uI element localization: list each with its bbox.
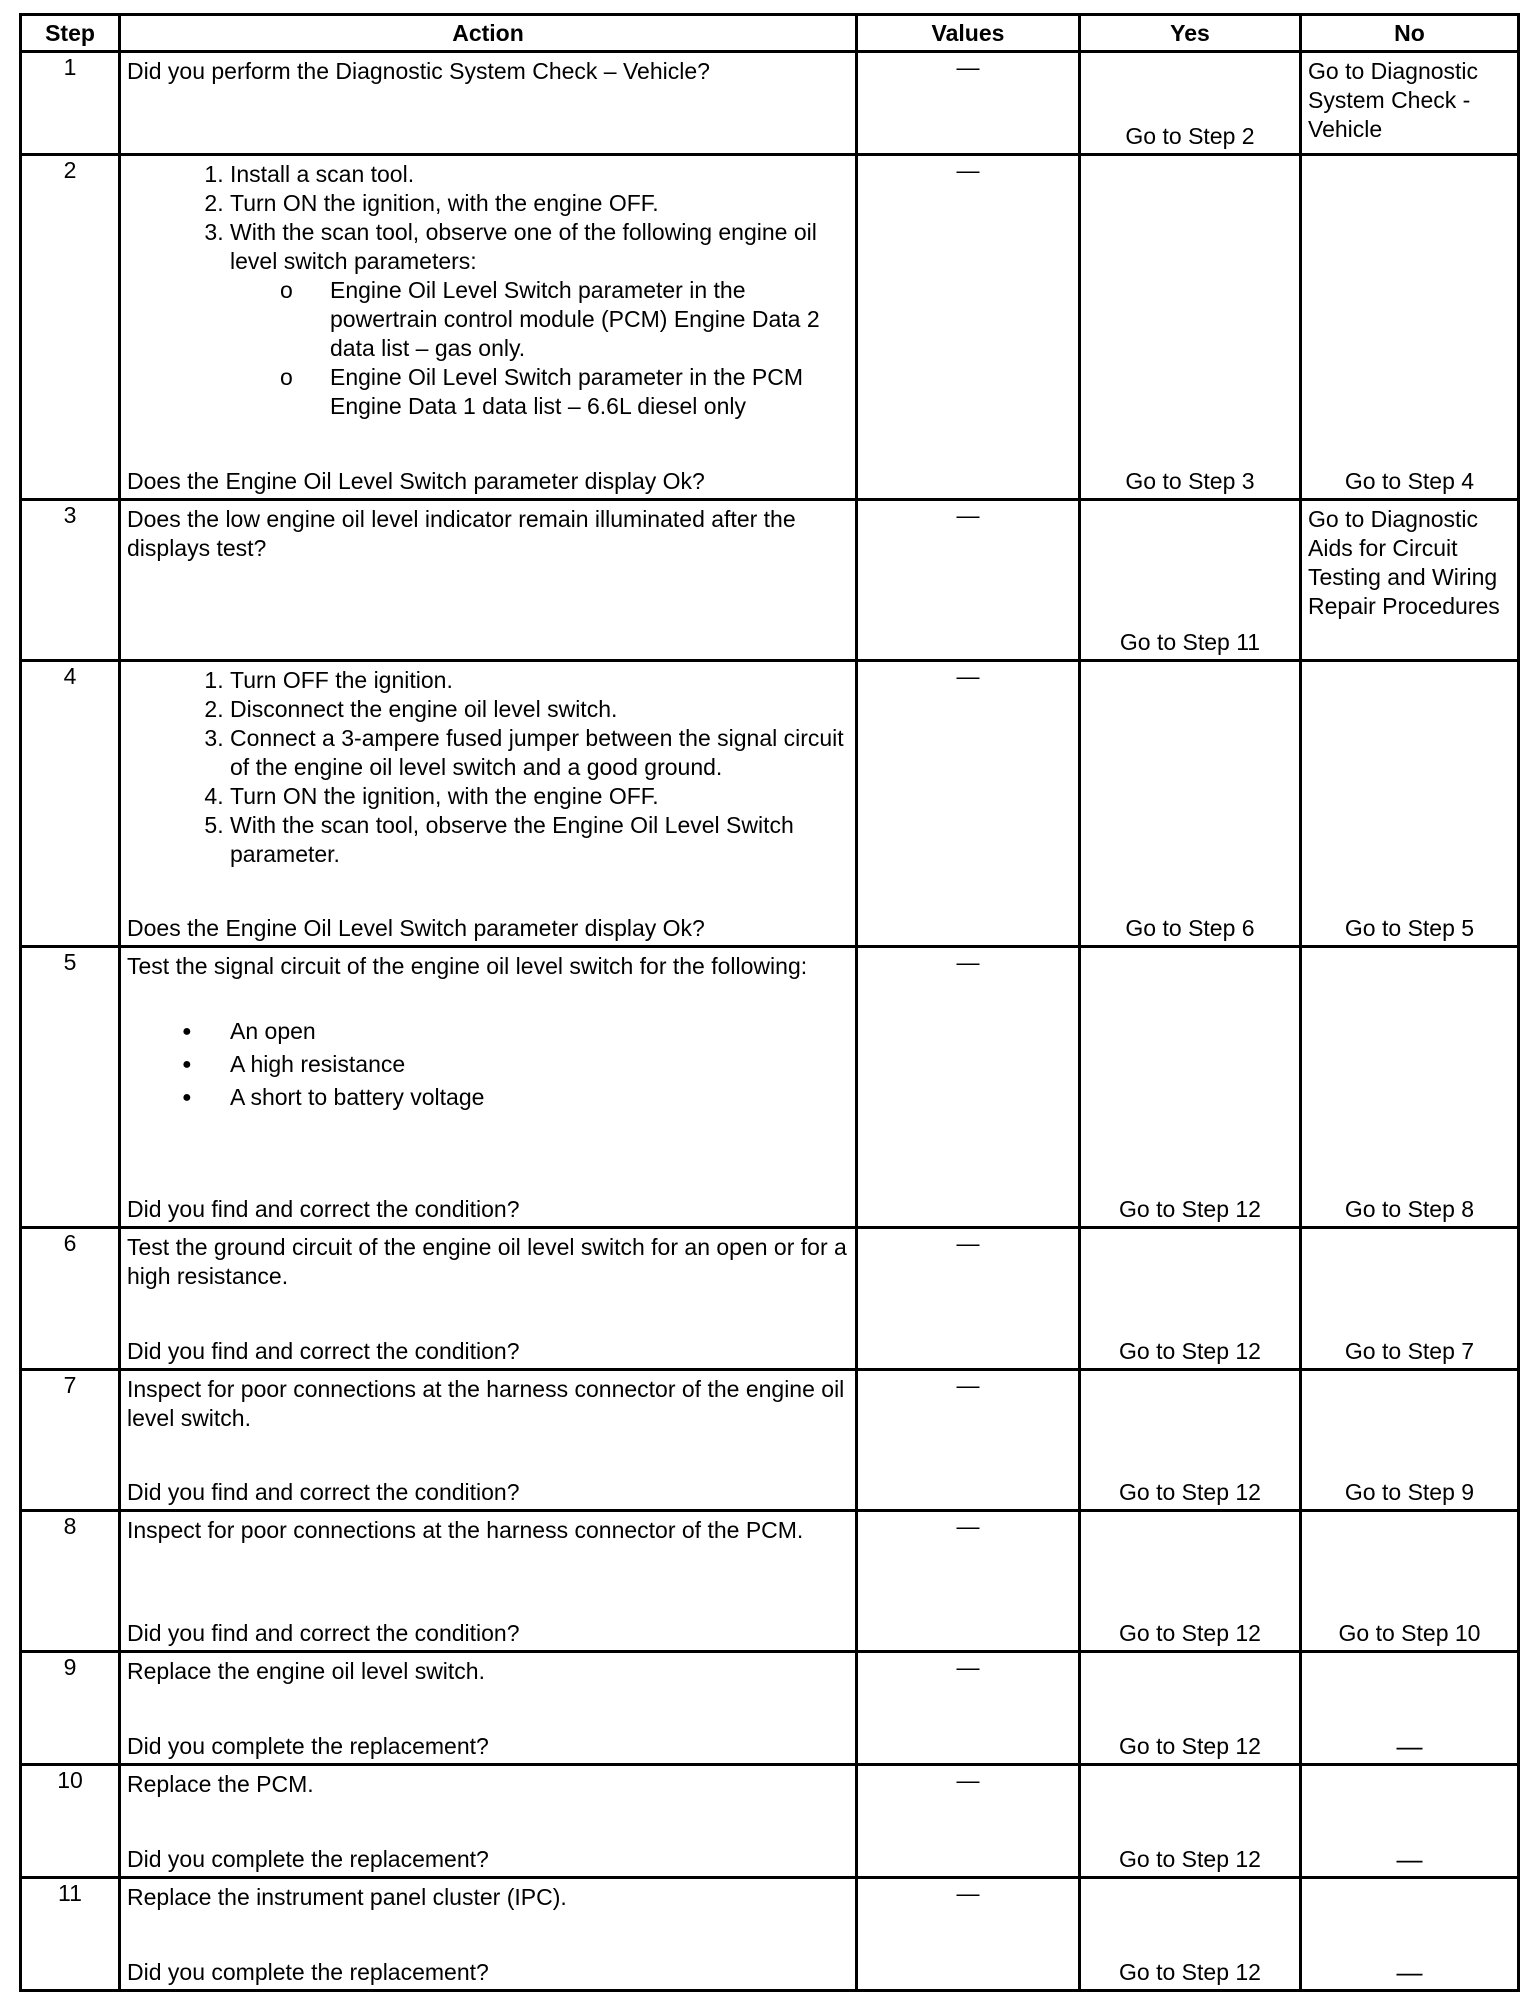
table-row (21, 1228, 1519, 1370)
header-yes: Yes (1080, 15, 1301, 52)
question-text: Did you find and correct the condition? (127, 1479, 520, 1505)
no-text: Go to Step 9 (1344, 1479, 1475, 1505)
yes-cell (1080, 1878, 1301, 1991)
list-item: ● An open (230, 1017, 849, 1046)
sub-list-item: o Engine Oil Level Switch parameter in the powertrain control module (PCM) Engine Data 2 data list – gas only. (330, 276, 849, 363)
list-item: 1. Turn OFF the ignition. (230, 666, 849, 695)
values-cell: — (857, 1652, 1080, 1765)
yes-cell (1080, 1370, 1301, 1511)
no-text: Go to Step 7 (1344, 1338, 1475, 1364)
no-text: Go to Diagnostic System Check - Vehicle (1308, 58, 1479, 142)
step-number: 7 (21, 1370, 120, 1511)
question-text: Did you complete the replacement? (127, 1959, 489, 1985)
action-cell (120, 947, 857, 1228)
yes-cell (1080, 155, 1301, 500)
yes-cell (1080, 500, 1301, 661)
action-text: Inspect for poor connections at the harness connector of the engine oil level switch. (127, 1376, 845, 1431)
step-number: 1 (21, 52, 120, 155)
table-row (21, 1370, 1519, 1511)
no-text: — (1396, 1957, 1423, 1987)
action-text: Replace the instrument panel cluster (IPC). (127, 1884, 567, 1910)
sub-list-item: o Engine Oil Level Switch parameter in the PCM Engine Data 1 data list – 6.6L diesel only (330, 363, 849, 421)
action-cell (120, 155, 857, 500)
table-row (21, 1765, 1519, 1878)
step-number: 2 (21, 155, 120, 500)
yes-text: Go to Step 12 (1119, 1733, 1261, 1759)
list-item: 2. Disconnect the engine oil level switch. (230, 695, 849, 724)
table-row (21, 947, 1519, 1228)
no-cell (1301, 1765, 1519, 1878)
yes-text: Go to Step 12 (1119, 1196, 1261, 1222)
yes-cell (1080, 661, 1301, 947)
step-number: 8 (21, 1511, 120, 1652)
yes-cell (1080, 1228, 1301, 1370)
yes-text: Go to Step 12 (1119, 1959, 1261, 1985)
no-text: Go to Step 8 (1344, 1196, 1475, 1222)
list-item: 2. Turn ON the ignition, with the engine OFF. (230, 189, 849, 218)
header-values: Values (857, 15, 1080, 52)
table-row (21, 500, 1519, 661)
action-text: Replace the PCM. (127, 1771, 314, 1797)
procedure-list (127, 666, 849, 869)
yes-cell (1080, 947, 1301, 1228)
action-text: Inspect for poor connections at the harness connector of the PCM. (127, 1517, 804, 1543)
table-row (21, 1652, 1519, 1765)
table-row (21, 155, 1519, 500)
action-cell (120, 500, 857, 661)
list-item: ● A high resistance (230, 1050, 849, 1079)
step-number: 6 (21, 1228, 120, 1370)
condition-list (127, 1017, 849, 1112)
yes-text: Go to Step 11 (1119, 629, 1261, 655)
action-text: Does the low engine oil level indicator remain illuminated after the displays test? (127, 506, 796, 561)
no-cell (1301, 947, 1519, 1228)
question-text: Did you find and correct the condition? (127, 1338, 520, 1364)
yes-cell (1080, 1511, 1301, 1652)
yes-text: Go to Step 3 (1125, 468, 1255, 494)
table-row (21, 1511, 1519, 1652)
action-cell (120, 1878, 857, 1991)
step-number: 4 (21, 661, 120, 947)
list-item: 1. Install a scan tool. (230, 160, 849, 189)
yes-text: Go to Step 2 (1125, 123, 1255, 149)
no-cell (1301, 155, 1519, 500)
action-cell (120, 1765, 857, 1878)
diagnostic-table (19, 13, 1520, 1992)
action-text: Replace the engine oil level switch. (127, 1658, 485, 1684)
no-text: Go to Step 10 (1338, 1620, 1481, 1646)
yes-text: Go to Step 12 (1119, 1620, 1261, 1646)
action-cell (120, 661, 857, 947)
question-text: Did you complete the replacement? (127, 1846, 489, 1872)
values-cell: — (857, 1511, 1080, 1652)
step-number: 3 (21, 500, 120, 661)
header-no: No (1301, 15, 1519, 52)
list-item: ● A short to battery voltage (230, 1083, 849, 1112)
values-cell: — (857, 661, 1080, 947)
step-number: 5 (21, 947, 120, 1228)
no-cell (1301, 1652, 1519, 1765)
values-cell: — (857, 1370, 1080, 1511)
values-cell: — (857, 155, 1080, 500)
no-cell (1301, 500, 1519, 661)
action-cell (120, 52, 857, 155)
no-cell (1301, 1228, 1519, 1370)
yes-cell (1080, 1652, 1301, 1765)
question-text: Did you complete the replacement? (127, 1733, 489, 1759)
header-step: Step (21, 15, 120, 52)
values-cell: — (857, 1228, 1080, 1370)
no-cell (1301, 1878, 1519, 1991)
no-cell (1301, 1511, 1519, 1652)
action-text: Test the signal circuit of the engine oil level switch for the following: (127, 953, 808, 979)
list-item: 4. Turn ON the ignition, with the engine OFF. (230, 782, 849, 811)
action-text: Test the ground circuit of the engine oil level switch for an open or for a high resistance. (127, 1234, 847, 1289)
no-text: — (1396, 1844, 1423, 1874)
table-row (21, 52, 1519, 155)
values-cell: — (857, 500, 1080, 661)
list-item-text: With the scan tool, observe one of the following engine oil level switch parameters: (230, 219, 817, 274)
yes-text: Go to Step 6 (1125, 915, 1255, 941)
step-number: 11 (21, 1878, 120, 1991)
no-cell (1301, 52, 1519, 155)
procedure-list (127, 160, 849, 421)
yes-cell (1080, 1765, 1301, 1878)
yes-text: Go to Step 12 (1119, 1479, 1261, 1505)
list-item: 5. With the scan tool, observe the Engine Oil Level Switch parameter. (230, 811, 849, 869)
action-cell (120, 1370, 857, 1511)
action-cell (120, 1511, 857, 1652)
action-text: Did you perform the Diagnostic System Check – Vehicle? (127, 58, 710, 84)
no-text: Go to Diagnostic Aids for Circuit Testing and Wiring Repair Procedures (1308, 506, 1500, 619)
question-text: Does the Engine Oil Level Switch parameter display Ok? (127, 915, 705, 941)
no-cell (1301, 661, 1519, 947)
question-text: Did you find and correct the condition? (127, 1196, 520, 1222)
action-cell (120, 1228, 857, 1370)
sub-list (230, 276, 849, 421)
header-row (21, 15, 1519, 52)
header-action: Action (120, 15, 857, 52)
question-text: Does the Engine Oil Level Switch parameter display Ok? (127, 468, 705, 494)
yes-text: Go to Step 12 (1119, 1338, 1261, 1364)
step-number: 10 (21, 1765, 120, 1878)
no-text: — (1396, 1731, 1423, 1761)
step-number: 9 (21, 1652, 120, 1765)
list-item (230, 218, 849, 421)
action-cell (120, 1652, 857, 1765)
values-cell: — (857, 947, 1080, 1228)
no-text: Go to Step 5 (1344, 915, 1475, 941)
values-cell: — (857, 1765, 1080, 1878)
list-item: 3. Connect a 3-ampere fused jumper between the signal circuit of the engine oil level switch and a good ground. (230, 724, 849, 782)
table-row (21, 1878, 1519, 1991)
values-cell: — (857, 1878, 1080, 1991)
values-cell: — (857, 52, 1080, 155)
table-row (21, 661, 1519, 947)
no-cell (1301, 1370, 1519, 1511)
yes-text: Go to Step 12 (1119, 1846, 1261, 1872)
no-text: Go to Step 4 (1344, 468, 1475, 494)
question-text: Did you find and correct the condition? (127, 1620, 520, 1646)
yes-cell (1080, 52, 1301, 155)
